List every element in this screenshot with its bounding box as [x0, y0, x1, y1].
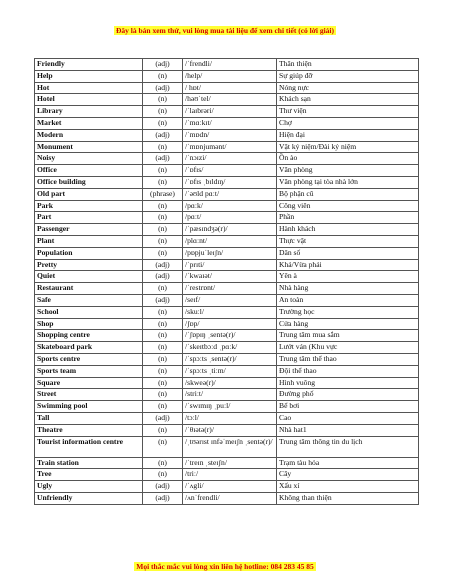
- pronunciation-cell: /ˈkwaɪət/: [183, 271, 277, 283]
- pronunciation-cell: /ˈlaɪbrəri/: [183, 106, 277, 118]
- pronunciation-cell: /pɑːt/: [183, 212, 277, 224]
- meaning-cell: Trạm tàu hỏa: [277, 457, 419, 469]
- part-of-speech-cell: (n): [143, 235, 183, 247]
- meaning-cell: Lướt ván (Khu vực: [277, 342, 419, 354]
- word-cell: Hot: [35, 82, 143, 94]
- pronunciation-cell: /ˈɒfɪs ˌbɪldɪŋ/: [183, 176, 277, 188]
- word-cell: Population: [35, 247, 143, 259]
- part-of-speech-cell: (n): [143, 200, 183, 212]
- table-row: [35, 235, 419, 247]
- word-cell: Skateboard park: [35, 342, 143, 354]
- meaning-cell: Trung tâm mua sắm: [277, 330, 419, 342]
- part-of-speech-cell: (n): [143, 141, 183, 153]
- part-of-speech-cell: (adj): [143, 412, 183, 424]
- table-row: [35, 294, 419, 306]
- part-of-speech-cell: (n): [143, 377, 183, 389]
- pronunciation-cell: /skuːl/: [183, 306, 277, 318]
- word-cell: Unfriendly: [35, 492, 143, 504]
- meaning-cell: Chợ: [277, 117, 419, 129]
- word-cell: Plant: [35, 235, 143, 247]
- pronunciation-cell: /ˈspɔːts ˌsentə(r)/: [183, 353, 277, 365]
- meaning-cell: Nhà hàng: [277, 283, 419, 295]
- word-cell: Restaurant: [35, 283, 143, 295]
- part-of-speech-cell: (n): [143, 342, 183, 354]
- pronunciation-cell: /ˈfrendli/: [183, 59, 277, 71]
- meaning-cell: Cao: [277, 412, 419, 424]
- meaning-cell: Sự giúp đỡ: [277, 70, 419, 82]
- word-cell: Train station: [35, 457, 143, 469]
- meaning-cell: An toàn: [277, 294, 419, 306]
- pronunciation-cell: /ˈəʊld pɑːt/: [183, 188, 277, 200]
- table-row: [35, 412, 419, 424]
- meaning-cell: Khá/Vừa phải: [277, 259, 419, 271]
- part-of-speech-cell: (adj): [143, 259, 183, 271]
- word-cell: Help: [35, 70, 143, 82]
- pronunciation-cell: /ˈpæsɪndʒə(r)/: [183, 224, 277, 236]
- word-cell: Office: [35, 165, 143, 177]
- pronunciation-cell: /ˈmɑːkɪt/: [183, 117, 277, 129]
- table-row: [35, 212, 419, 224]
- word-cell: Sports team: [35, 365, 143, 377]
- meaning-cell: Phần: [277, 212, 419, 224]
- vocabulary-table-body: [35, 59, 419, 505]
- table-row: [35, 224, 419, 236]
- table-row: [35, 59, 419, 71]
- pronunciation-cell: /ˈmɒdn/: [183, 129, 277, 141]
- meaning-cell: Yên à: [277, 271, 419, 283]
- word-cell: Monument: [35, 141, 143, 153]
- part-of-speech-cell: (n): [143, 247, 183, 259]
- table-row: [35, 424, 419, 436]
- part-of-speech-cell: (n): [143, 165, 183, 177]
- pronunciation-cell: /ˈɒfɪs/: [183, 165, 277, 177]
- table-row: [35, 271, 419, 283]
- meaning-cell: Thực vật: [277, 235, 419, 247]
- table-row: [35, 318, 419, 330]
- word-cell: Passenger: [35, 224, 143, 236]
- word-cell: Market: [35, 117, 143, 129]
- meaning-cell: Bộ phận cũ: [277, 188, 419, 200]
- word-cell: Park: [35, 200, 143, 212]
- table-row: [35, 401, 419, 413]
- part-of-speech-cell: (n): [143, 70, 183, 82]
- word-cell: Old part: [35, 188, 143, 200]
- meaning-cell: Đội thể thao: [277, 365, 419, 377]
- pronunciation-cell: /seɪf/: [183, 294, 277, 306]
- table-row: [35, 176, 419, 188]
- table-row: [35, 330, 419, 342]
- part-of-speech-cell: (adj): [143, 153, 183, 165]
- pronunciation-cell: /pɒpjuˈleɪʃn/: [183, 247, 277, 259]
- word-cell: School: [35, 306, 143, 318]
- word-cell: Pretty: [35, 259, 143, 271]
- pronunciation-cell: /ˈθɪətə(r)/: [183, 424, 277, 436]
- part-of-speech-cell: (n): [143, 106, 183, 118]
- meaning-cell: Trung tâm thông tin du lịch: [277, 436, 419, 457]
- word-cell: Street: [35, 389, 143, 401]
- table-row: [35, 283, 419, 295]
- word-cell: Quiet: [35, 271, 143, 283]
- meaning-cell: Văn phòng: [277, 165, 419, 177]
- word-cell: Friendly: [35, 59, 143, 71]
- table-row: [35, 469, 419, 481]
- pronunciation-cell: /pɑːk/: [183, 200, 277, 212]
- pronunciation-cell: /tɔːl/: [183, 412, 277, 424]
- meaning-cell: Đường phố: [277, 389, 419, 401]
- part-of-speech-cell: (n): [143, 365, 183, 377]
- part-of-speech-cell: (n): [143, 389, 183, 401]
- pronunciation-cell: /ʃɒp/: [183, 318, 277, 330]
- word-cell: Hotel: [35, 94, 143, 106]
- pronunciation-cell: /ˈrestrɒnt/: [183, 283, 277, 295]
- meaning-cell: Vật kỷ niệm/Đài kỷ niệm: [277, 141, 419, 153]
- meaning-cell: Thư viện: [277, 106, 419, 118]
- part-of-speech-cell: (n): [143, 401, 183, 413]
- table-row: [35, 117, 419, 129]
- part-of-speech-cell: (adj): [143, 481, 183, 493]
- table-row: [35, 165, 419, 177]
- word-cell: Tourist information centre: [35, 436, 143, 457]
- pronunciation-cell: /ˈswɪmɪŋ ˌpuːl/: [183, 401, 277, 413]
- pronunciation-cell: /ˈskeɪtbɔːd ˌpɑːk/: [183, 342, 277, 354]
- table-row: [35, 70, 419, 82]
- word-cell: Ugly: [35, 481, 143, 493]
- preview-notice-text: Đây là bản xem thử, vui lòng mua tài liệu để xem chi tiết (có lời giải): [115, 26, 335, 35]
- pronunciation-cell: /ˈʌgli/: [183, 481, 277, 493]
- word-cell: Part: [35, 212, 143, 224]
- word-cell: Office building: [35, 176, 143, 188]
- word-cell: Modern: [35, 129, 143, 141]
- pronunciation-cell: /help/: [183, 70, 277, 82]
- word-cell: Theatre: [35, 424, 143, 436]
- part-of-speech-cell: (adj): [143, 129, 183, 141]
- table-row: [35, 389, 419, 401]
- meaning-cell: Không than thiện: [277, 492, 419, 504]
- meaning-cell: Cửa hàng: [277, 318, 419, 330]
- pronunciation-cell: /ˌtʊərɪst ɪnfəˈmeɪʃn ˌsentə(r)/: [183, 436, 277, 457]
- meaning-cell: Văn phòng tại tòa nhà lớn: [277, 176, 419, 188]
- word-cell: Shop: [35, 318, 143, 330]
- part-of-speech-cell: (n): [143, 117, 183, 129]
- table-row: [35, 247, 419, 259]
- word-cell: Safe: [35, 294, 143, 306]
- part-of-speech-cell: (adj): [143, 82, 183, 94]
- table-row: [35, 342, 419, 354]
- pronunciation-cell: / hɒt/: [183, 82, 277, 94]
- table-row: [35, 200, 419, 212]
- table-row: [35, 492, 419, 504]
- part-of-speech-cell: (n): [143, 469, 183, 481]
- part-of-speech-cell: (n): [143, 330, 183, 342]
- part-of-speech-cell: (n): [143, 94, 183, 106]
- word-cell: Swimming pool: [35, 401, 143, 413]
- pronunciation-cell: /striːt/: [183, 389, 277, 401]
- table-row: [35, 481, 419, 493]
- word-cell: Tree: [35, 469, 143, 481]
- meaning-cell: Ồn ào: [277, 153, 419, 165]
- table-row: [35, 82, 419, 94]
- hotline-notice-text: Mọi thắc mắc vui lòng xin liên hệ hotline: 084 283 45 85: [136, 562, 314, 571]
- part-of-speech-cell: (n): [143, 176, 183, 188]
- table-row: [35, 377, 419, 389]
- table-row: [35, 153, 419, 165]
- part-of-speech-cell: (phrase): [143, 188, 183, 200]
- meaning-cell: Bể bơi: [277, 401, 419, 413]
- meaning-cell: Xấu xí: [277, 481, 419, 493]
- part-of-speech-cell: (n): [143, 457, 183, 469]
- meaning-cell: Thân thiện: [277, 59, 419, 71]
- table-row: [35, 353, 419, 365]
- pronunciation-cell: /həʊˈtel/: [183, 94, 277, 106]
- pronunciation-cell: /plɑːnt/: [183, 235, 277, 247]
- pronunciation-cell: /ˈprɪti/: [183, 259, 277, 271]
- part-of-speech-cell: (n): [143, 318, 183, 330]
- pronunciation-cell: /ˈnɔɪzi/: [183, 153, 277, 165]
- meaning-cell: Hình vuông: [277, 377, 419, 389]
- meaning-cell: Nóng nực: [277, 82, 419, 94]
- pronunciation-cell: /ʌnˈfrendli/: [183, 492, 277, 504]
- table-row: [35, 306, 419, 318]
- pronunciation-cell: /ˈtreɪn ˌsteɪʃn/: [183, 457, 277, 469]
- part-of-speech-cell: (adj): [143, 294, 183, 306]
- table-row: [35, 106, 419, 118]
- vocabulary-table: [34, 58, 419, 505]
- part-of-speech-cell: (adj): [143, 271, 183, 283]
- meaning-cell: Khách sạn: [277, 94, 419, 106]
- meaning-cell: Trường học: [277, 306, 419, 318]
- table-row: [35, 457, 419, 469]
- table-row: [35, 259, 419, 271]
- word-cell: Sports centre: [35, 353, 143, 365]
- table-row: [35, 141, 419, 153]
- pronunciation-cell: /ˈʃɒpɪŋ ˌsentə(r)/: [183, 330, 277, 342]
- table-row: [35, 436, 419, 457]
- word-cell: Square: [35, 377, 143, 389]
- table-row: [35, 94, 419, 106]
- preview-notice: [0, 26, 450, 35]
- pronunciation-cell: /skweə(r)/: [183, 377, 277, 389]
- part-of-speech-cell: (n): [143, 224, 183, 236]
- pronunciation-cell: /ˈspɔːts ˌtiːm/: [183, 365, 277, 377]
- part-of-speech-cell: (n): [143, 306, 183, 318]
- meaning-cell: Công viên: [277, 200, 419, 212]
- table-row: [35, 365, 419, 377]
- meaning-cell: Cây: [277, 469, 419, 481]
- word-cell: Shopping centre: [35, 330, 143, 342]
- part-of-speech-cell: (adj): [143, 492, 183, 504]
- hotline-notice: [0, 562, 450, 571]
- meaning-cell: Trung tâm thể thao: [277, 353, 419, 365]
- word-cell: Library: [35, 106, 143, 118]
- part-of-speech-cell: (n): [143, 353, 183, 365]
- word-cell: Noisy: [35, 153, 143, 165]
- part-of-speech-cell: (n): [143, 212, 183, 224]
- part-of-speech-cell: (n): [143, 436, 183, 457]
- word-cell: Tall: [35, 412, 143, 424]
- table-row: [35, 188, 419, 200]
- pronunciation-cell: /ˈmɒnjumənt/: [183, 141, 277, 153]
- meaning-cell: Nhà hat1: [277, 424, 419, 436]
- part-of-speech-cell: (n): [143, 424, 183, 436]
- meaning-cell: Dân số: [277, 247, 419, 259]
- part-of-speech-cell: (n): [143, 283, 183, 295]
- table-row: [35, 129, 419, 141]
- pronunciation-cell: /triː/: [183, 469, 277, 481]
- meaning-cell: Hành khách: [277, 224, 419, 236]
- meaning-cell: Hiện đại: [277, 129, 419, 141]
- part-of-speech-cell: (adj): [143, 59, 183, 71]
